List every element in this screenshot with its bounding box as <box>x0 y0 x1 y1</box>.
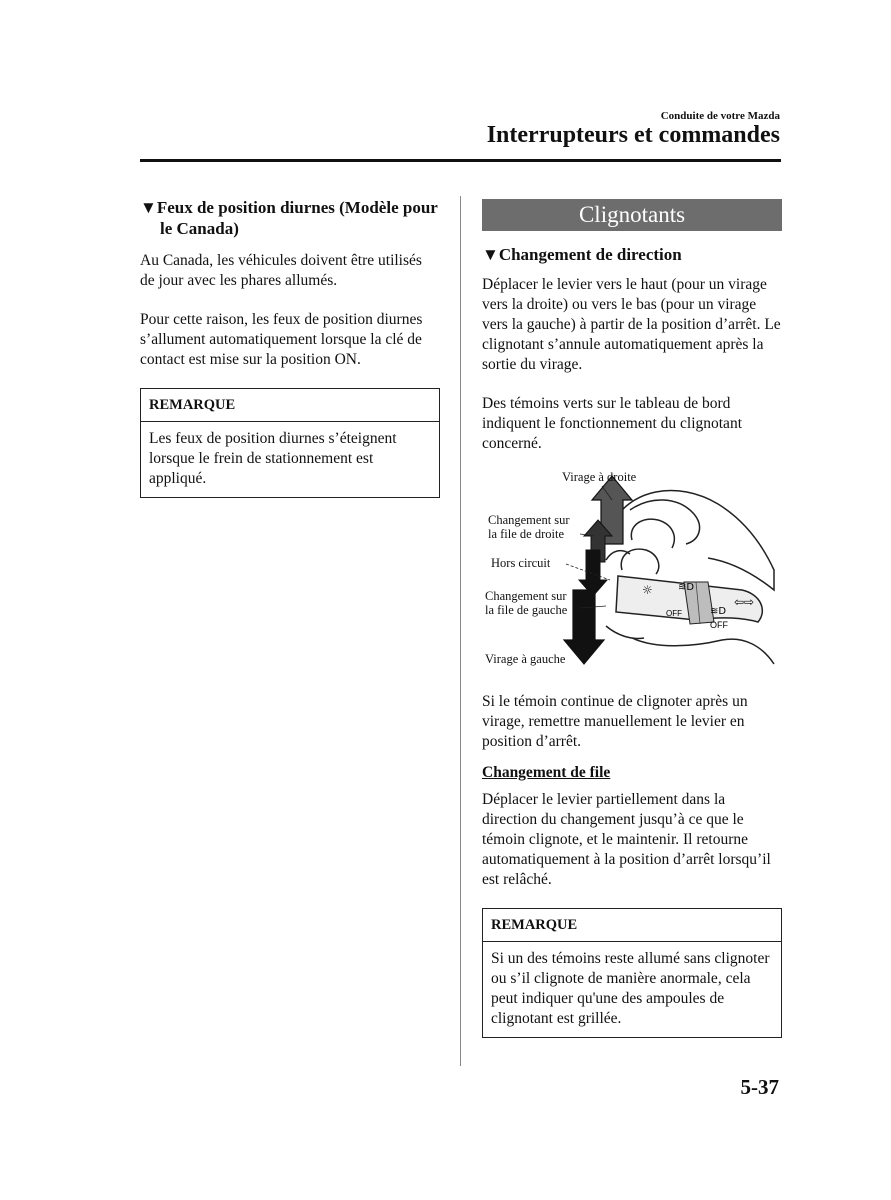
turn-signal-note-box <box>482 908 782 1038</box>
label-left-turn: Virage à gauche <box>485 652 566 666</box>
svg-text:≋D: ≋D <box>710 606 727 617</box>
section-label: Conduite de votre Mazda <box>660 110 780 122</box>
label-right-lane-line2: la file de droite <box>488 527 565 541</box>
svg-text:☼: ☼ <box>642 583 653 597</box>
lever-off-label-2: OFF <box>710 620 728 630</box>
turn-signals-banner: Clignotants <box>482 199 782 231</box>
drl-note-title: REMARQUE <box>141 389 439 422</box>
turn-signal-note-title: REMARQUE <box>483 909 781 942</box>
right-column <box>482 199 782 1038</box>
drl-paragraph-2: Pour cette raison, les feux de position diurnes s’allument automatiquement lorsque la clé de contact est mise sur la position ON. <box>140 311 423 368</box>
lane-change-paragraph: Déplacer le levier partiellement dans la direction du changement jusqu’à ce que le témoin clignote, et le maintenir. Il retourne automatiquement à la position d’arrêt lorsqu’il est relâché. <box>482 791 771 888</box>
turn-signal-note-text: Si un des témoins reste allumé sans clignoter ou s’il clignote de manière anormale, cela peut indiquer qu'une des ampoules de clignotant est grillée. <box>491 950 770 1027</box>
left-column <box>140 197 440 498</box>
drl-note-box <box>140 388 440 498</box>
label-left-lane-line1: Changement sur <box>485 589 567 603</box>
direction-paragraph-2: Des témoins verts sur le tableau de bord indiquent le fonctionnement du clignotant concerné. <box>482 395 742 452</box>
direction-paragraph-3: Si le témoin continue de clignoter après un virage, remettre manuellement le levier en position d’arrêt. <box>482 693 748 750</box>
lever-figure <box>482 470 782 682</box>
column-divider <box>460 196 461 1066</box>
page-title: Interrupteurs et commandes <box>486 122 780 148</box>
label-right-lane-line1: Changement sur <box>488 513 570 527</box>
label-right-turn: Virage à droite <box>562 470 637 484</box>
title-rule <box>140 159 781 162</box>
drl-heading: ▼Feux de position diurnes (Modèle pour le Canada) <box>140 198 438 238</box>
direction-change-heading: ▼Changement de direction <box>482 245 682 264</box>
svg-text:≋D: ≋D <box>678 582 695 593</box>
drl-note-text: Les feux de position diurnes s’éteignent lorsque le frein de stationnement est appliqué. <box>149 430 397 487</box>
lane-change-subheading: Changement de file <box>482 764 611 781</box>
direction-paragraph-1: Déplacer le levier vers le haut (pour un virage vers la droite) ou vers le bas (pour un virage vers la gauche) à partir de la position d’arrêt. Le clignotant s’annule automatiquement après la sortie du virage. <box>482 276 781 373</box>
lever-off-label-1: OFF <box>666 609 682 618</box>
drl-paragraph-1: Au Canada, les véhicules doivent être utilisés de jour avec les phares allumés. <box>140 252 422 289</box>
svg-text:⇦⇨: ⇦⇨ <box>734 595 755 609</box>
label-off: Hors circuit <box>491 556 551 570</box>
page-number: 5-37 <box>740 1075 779 1099</box>
label-left-lane-line2: la file de gauche <box>485 603 568 617</box>
lever-illustration <box>482 470 782 682</box>
